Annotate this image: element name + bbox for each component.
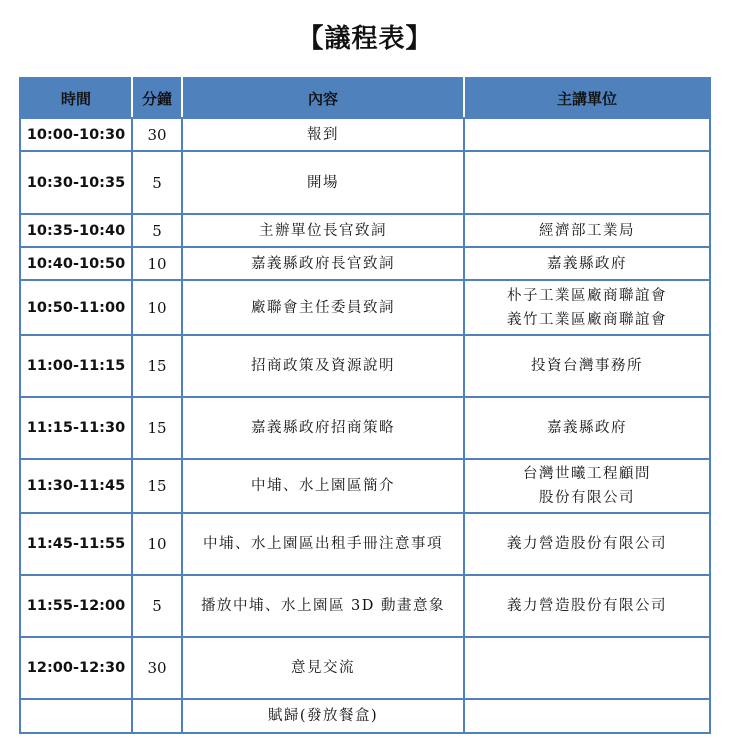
minutes-cell: 30: [132, 637, 182, 699]
table-row: [20, 118, 710, 151]
speaker-cell: [464, 397, 710, 459]
content-cell: 播放中埔、水上園區 3D 動畫意象: [182, 575, 464, 637]
content-cell: 賦歸(發放餐盒): [182, 699, 464, 733]
time-cell: 12:00-12:30: [20, 637, 132, 699]
speaker-line: 嘉義縣政府: [547, 255, 627, 272]
content-cell: 招商政策及資源說明: [182, 335, 464, 397]
speaker-cell: [464, 637, 710, 699]
content-cell: 廠聯會主任委員致詞: [182, 280, 464, 335]
table-row: [20, 637, 710, 699]
speaker-cell: [464, 280, 710, 335]
time-cell: 11:15-11:30: [20, 397, 132, 459]
header-time: 時間: [20, 78, 132, 118]
minutes-cell: 10: [132, 247, 182, 280]
minutes-cell: 15: [132, 397, 182, 459]
table-row: [20, 575, 710, 637]
speaker-line: 義竹工業區廠商聯誼會: [507, 311, 667, 328]
speaker-line: 台灣世曦工程顧問: [523, 466, 651, 482]
minutes-cell: 10: [132, 280, 182, 335]
minutes-cell: 15: [132, 459, 182, 513]
speaker-cell: [464, 575, 710, 637]
table-row: [20, 397, 710, 459]
speaker-cell: [464, 214, 710, 247]
table-header-row: [20, 78, 710, 118]
table-row: [20, 513, 710, 575]
time-cell: 11:45-11:55: [20, 513, 132, 575]
time-cell: 10:40-10:50: [20, 247, 132, 280]
speaker-cell: [464, 247, 710, 280]
minutes-cell: 5: [132, 214, 182, 247]
header-minutes: 分鐘: [132, 78, 182, 118]
time-cell: 10:50-11:00: [20, 280, 132, 335]
time-cell: 11:55-12:00: [20, 575, 132, 637]
content-cell: 嘉義縣政府長官致詞: [182, 247, 464, 280]
speaker-line: 股份有限公司: [539, 490, 635, 506]
content-cell: 嘉義縣政府招商策略: [182, 397, 464, 459]
speaker-line: 朴子工業區廠商聯誼會: [507, 287, 667, 304]
content-cell: 開場: [182, 151, 464, 214]
speaker-cell: [464, 459, 710, 513]
content-cell: 報到: [182, 118, 464, 151]
table-row: [20, 335, 710, 397]
table-row: [20, 214, 710, 247]
minutes-cell: 30: [132, 118, 182, 151]
minutes-cell: [132, 699, 182, 733]
content-cell: 主辦單位長官致詞: [182, 214, 464, 247]
speaker-line: 義力營造股份有限公司: [507, 598, 667, 614]
speaker-line: 投資台灣事務所: [531, 358, 643, 374]
table-row: [20, 247, 710, 280]
content-cell: 中埔、水上園區簡介: [182, 459, 464, 513]
time-cell: 11:00-11:15: [20, 335, 132, 397]
time-cell: 10:35-10:40: [20, 214, 132, 247]
speaker-cell: [464, 513, 710, 575]
header-content: 內容: [182, 78, 464, 118]
speaker-line: 嘉義縣政府: [547, 420, 627, 436]
table-row: [20, 459, 710, 513]
minutes-cell: 15: [132, 335, 182, 397]
speaker-cell: [464, 699, 710, 733]
table-row: [20, 280, 710, 335]
time-cell: 10:30-10:35: [20, 151, 132, 214]
agenda-table: [19, 77, 711, 734]
time-cell: [20, 699, 132, 733]
table-row: [20, 699, 710, 733]
content-cell: 中埔、水上園區出租手冊注意事項: [182, 513, 464, 575]
minutes-cell: 10: [132, 513, 182, 575]
minutes-cell: 5: [132, 151, 182, 214]
time-cell: 10:00-10:30: [20, 118, 132, 151]
speaker-cell: [464, 118, 710, 151]
page-title: 【議程表】: [297, 24, 433, 54]
content-cell: 意見交流: [182, 637, 464, 699]
time-cell: 11:30-11:45: [20, 459, 132, 513]
minutes-cell: 5: [132, 575, 182, 637]
speaker-cell: [464, 151, 710, 214]
speaker-line: 經濟部工業局: [539, 222, 635, 239]
table-row: [20, 151, 710, 214]
speaker-cell: [464, 335, 710, 397]
header-speaker: 主講單位: [464, 78, 710, 118]
speaker-line: 義力營造股份有限公司: [507, 536, 667, 552]
